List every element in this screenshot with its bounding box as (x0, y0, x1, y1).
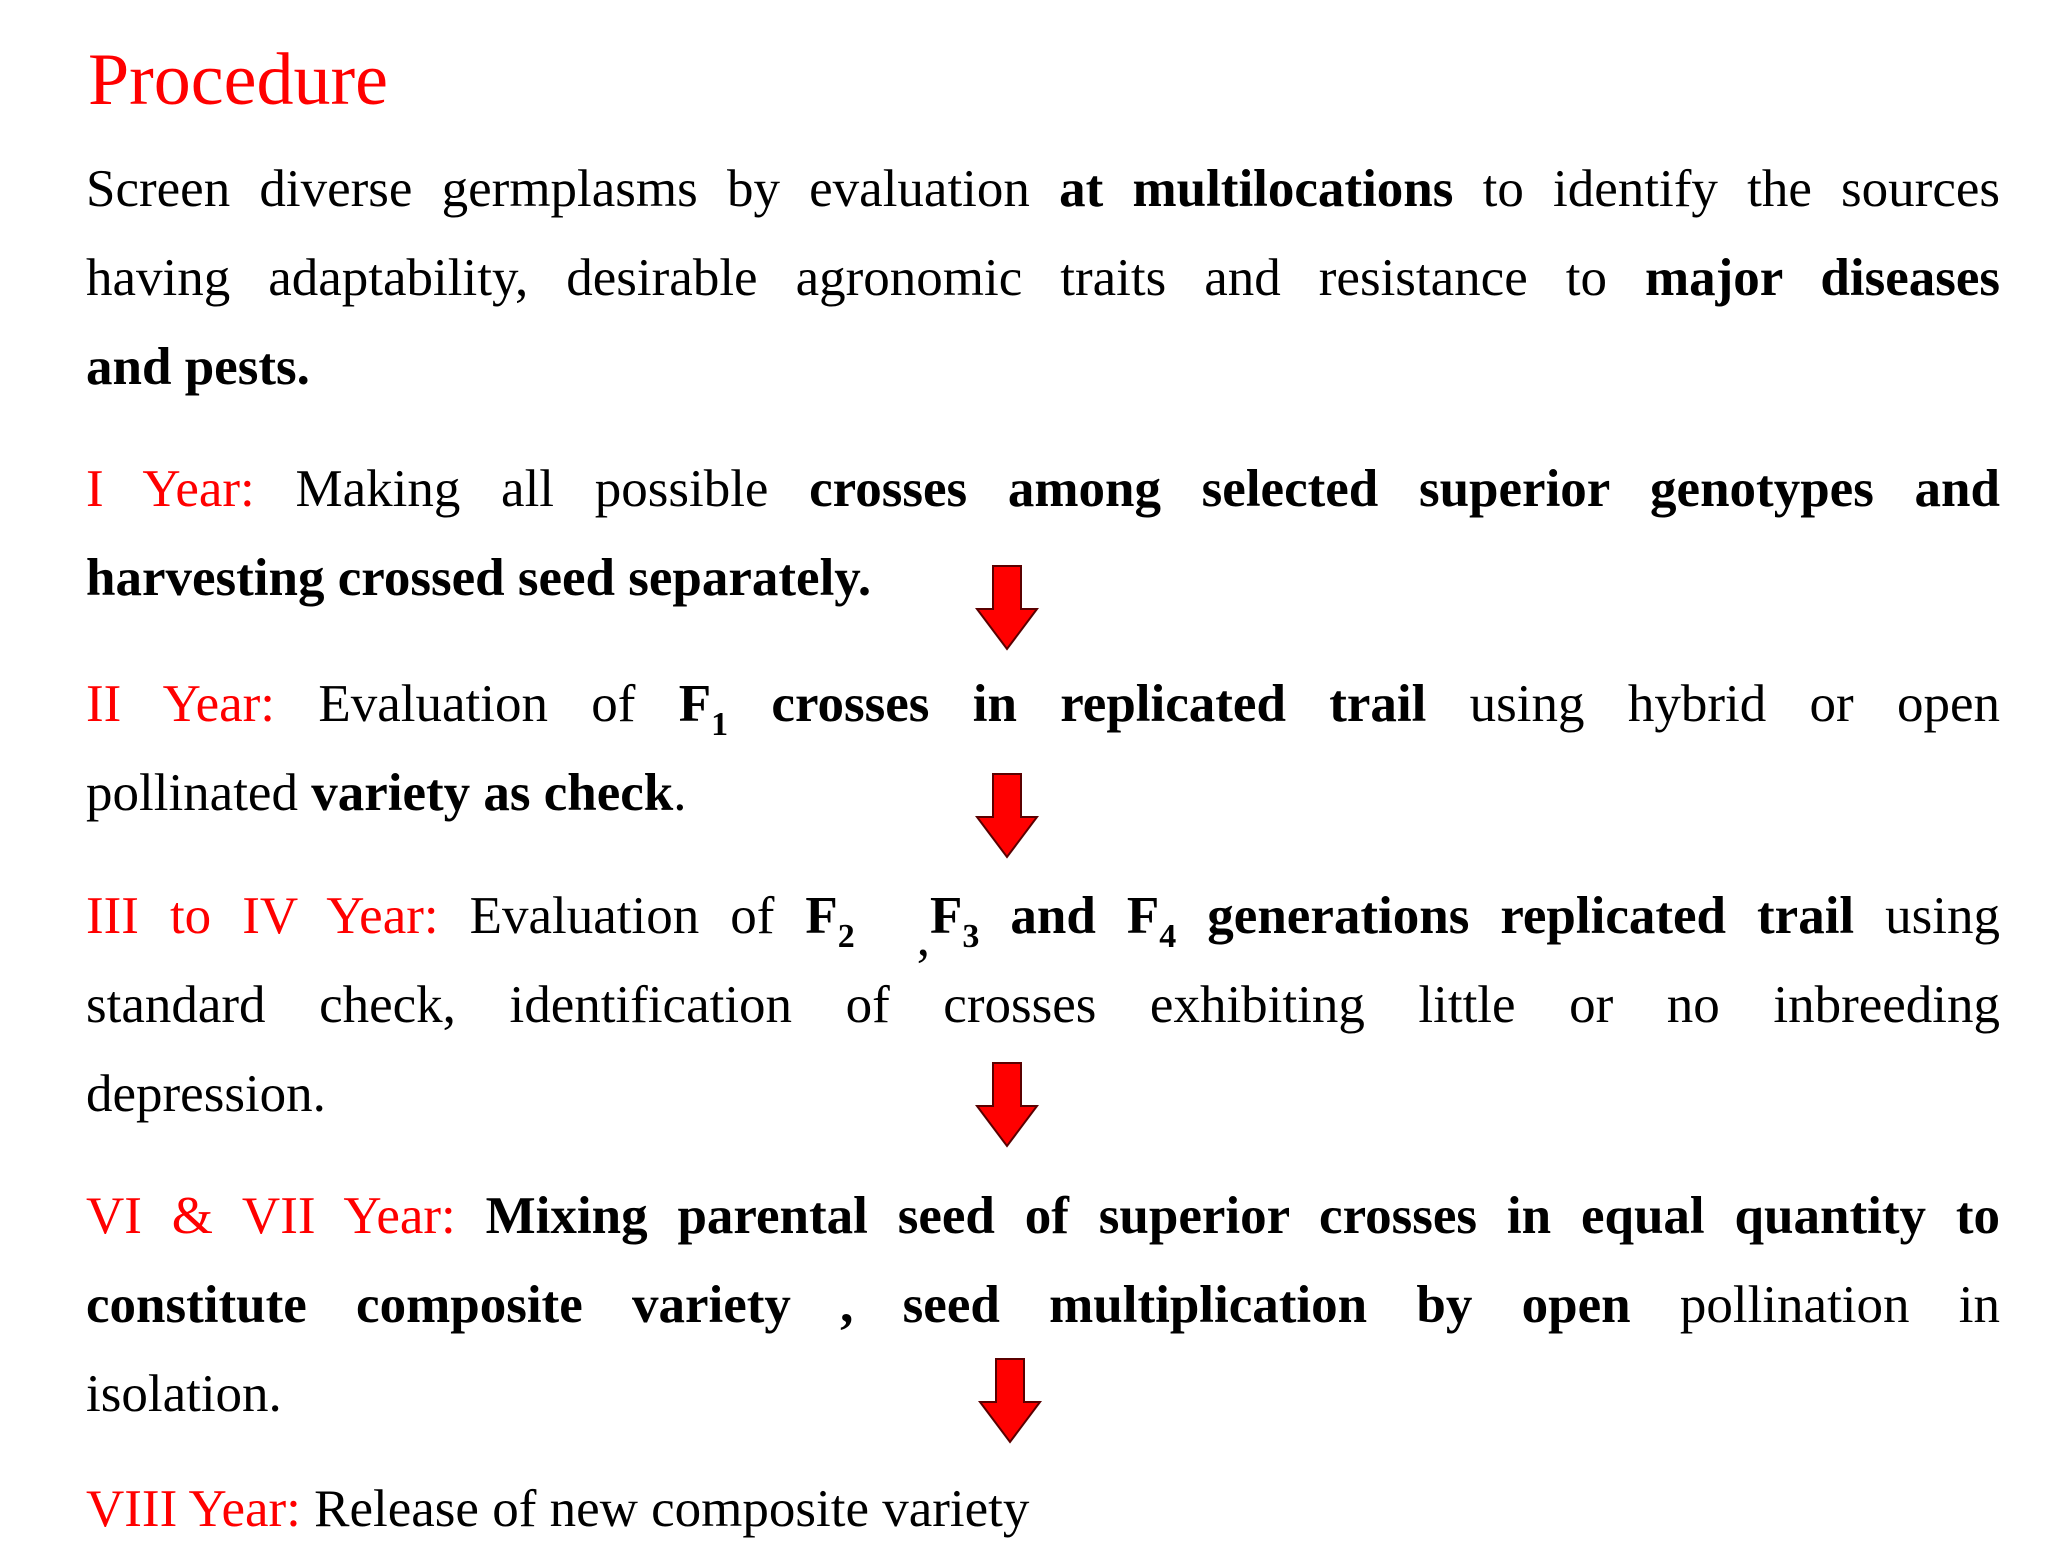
year-6-line-2: constitute composite variety , seed multiplication by open pollination in (86, 1276, 2001, 1334)
intro-paragraph (86, 145, 2000, 412)
step-year-8 (86, 1465, 2000, 1554)
year-3-line-3: depression. (86, 1065, 326, 1123)
year-2-line-1: II Year: Evaluation of $F_1$ crosses in replicated trail using hybrid or open (86, 675, 2000, 743)
year-3-label: III to IV Year: (86, 887, 439, 945)
year-8-label: VIII Year: (86, 1480, 301, 1538)
year-1-line-2: harvesting crossed seed separately. (86, 549, 872, 607)
slide-title: Procedure (88, 39, 388, 121)
year-6-label: VI & VII Year: (86, 1187, 456, 1245)
year-3-line-1: III to IV Year: Evaluation of $F_2$ $,F_3$ and $F_4$ generations replicated trail using (86, 887, 2001, 967)
step-year-1 (86, 445, 2000, 623)
down-arrow-icon (978, 1358, 1042, 1444)
year-8-line-1: VIII Year: Release of new composite variety (86, 1480, 1030, 1538)
step-year-6-7 (86, 1172, 2000, 1439)
intro-line-2: having adaptability, desirable agronomic traits and resistance to major diseases (86, 249, 2000, 307)
year-1-label: I Year: (86, 460, 255, 518)
year-6-line-1: VI & VII Year: Mixing parental seed of superior crosses in equal quantity to (86, 1187, 2000, 1245)
down-arrow-icon (975, 773, 1039, 859)
year-2-label: II Year: (86, 675, 276, 733)
intro-line-3: and pests. (86, 338, 310, 396)
intro-line-1: Screen diverse germplasms by evaluation at multilocations to identify the sources (86, 160, 2000, 218)
step-year-3-4 (86, 872, 2000, 1139)
down-arrow-icon (975, 565, 1039, 651)
year-3-line-2: standard check, identification of crosses exhibiting little or no inbreeding (86, 976, 2000, 1034)
year-1-line-1: I Year: Making all possible crosses among selected superior genotypes and (86, 460, 2000, 518)
year-2-line-2: pollinated variety as check. (86, 764, 687, 822)
year-6-line-3: isolation. (86, 1365, 282, 1423)
down-arrow-icon (975, 1062, 1039, 1148)
step-year-2 (86, 660, 2000, 838)
